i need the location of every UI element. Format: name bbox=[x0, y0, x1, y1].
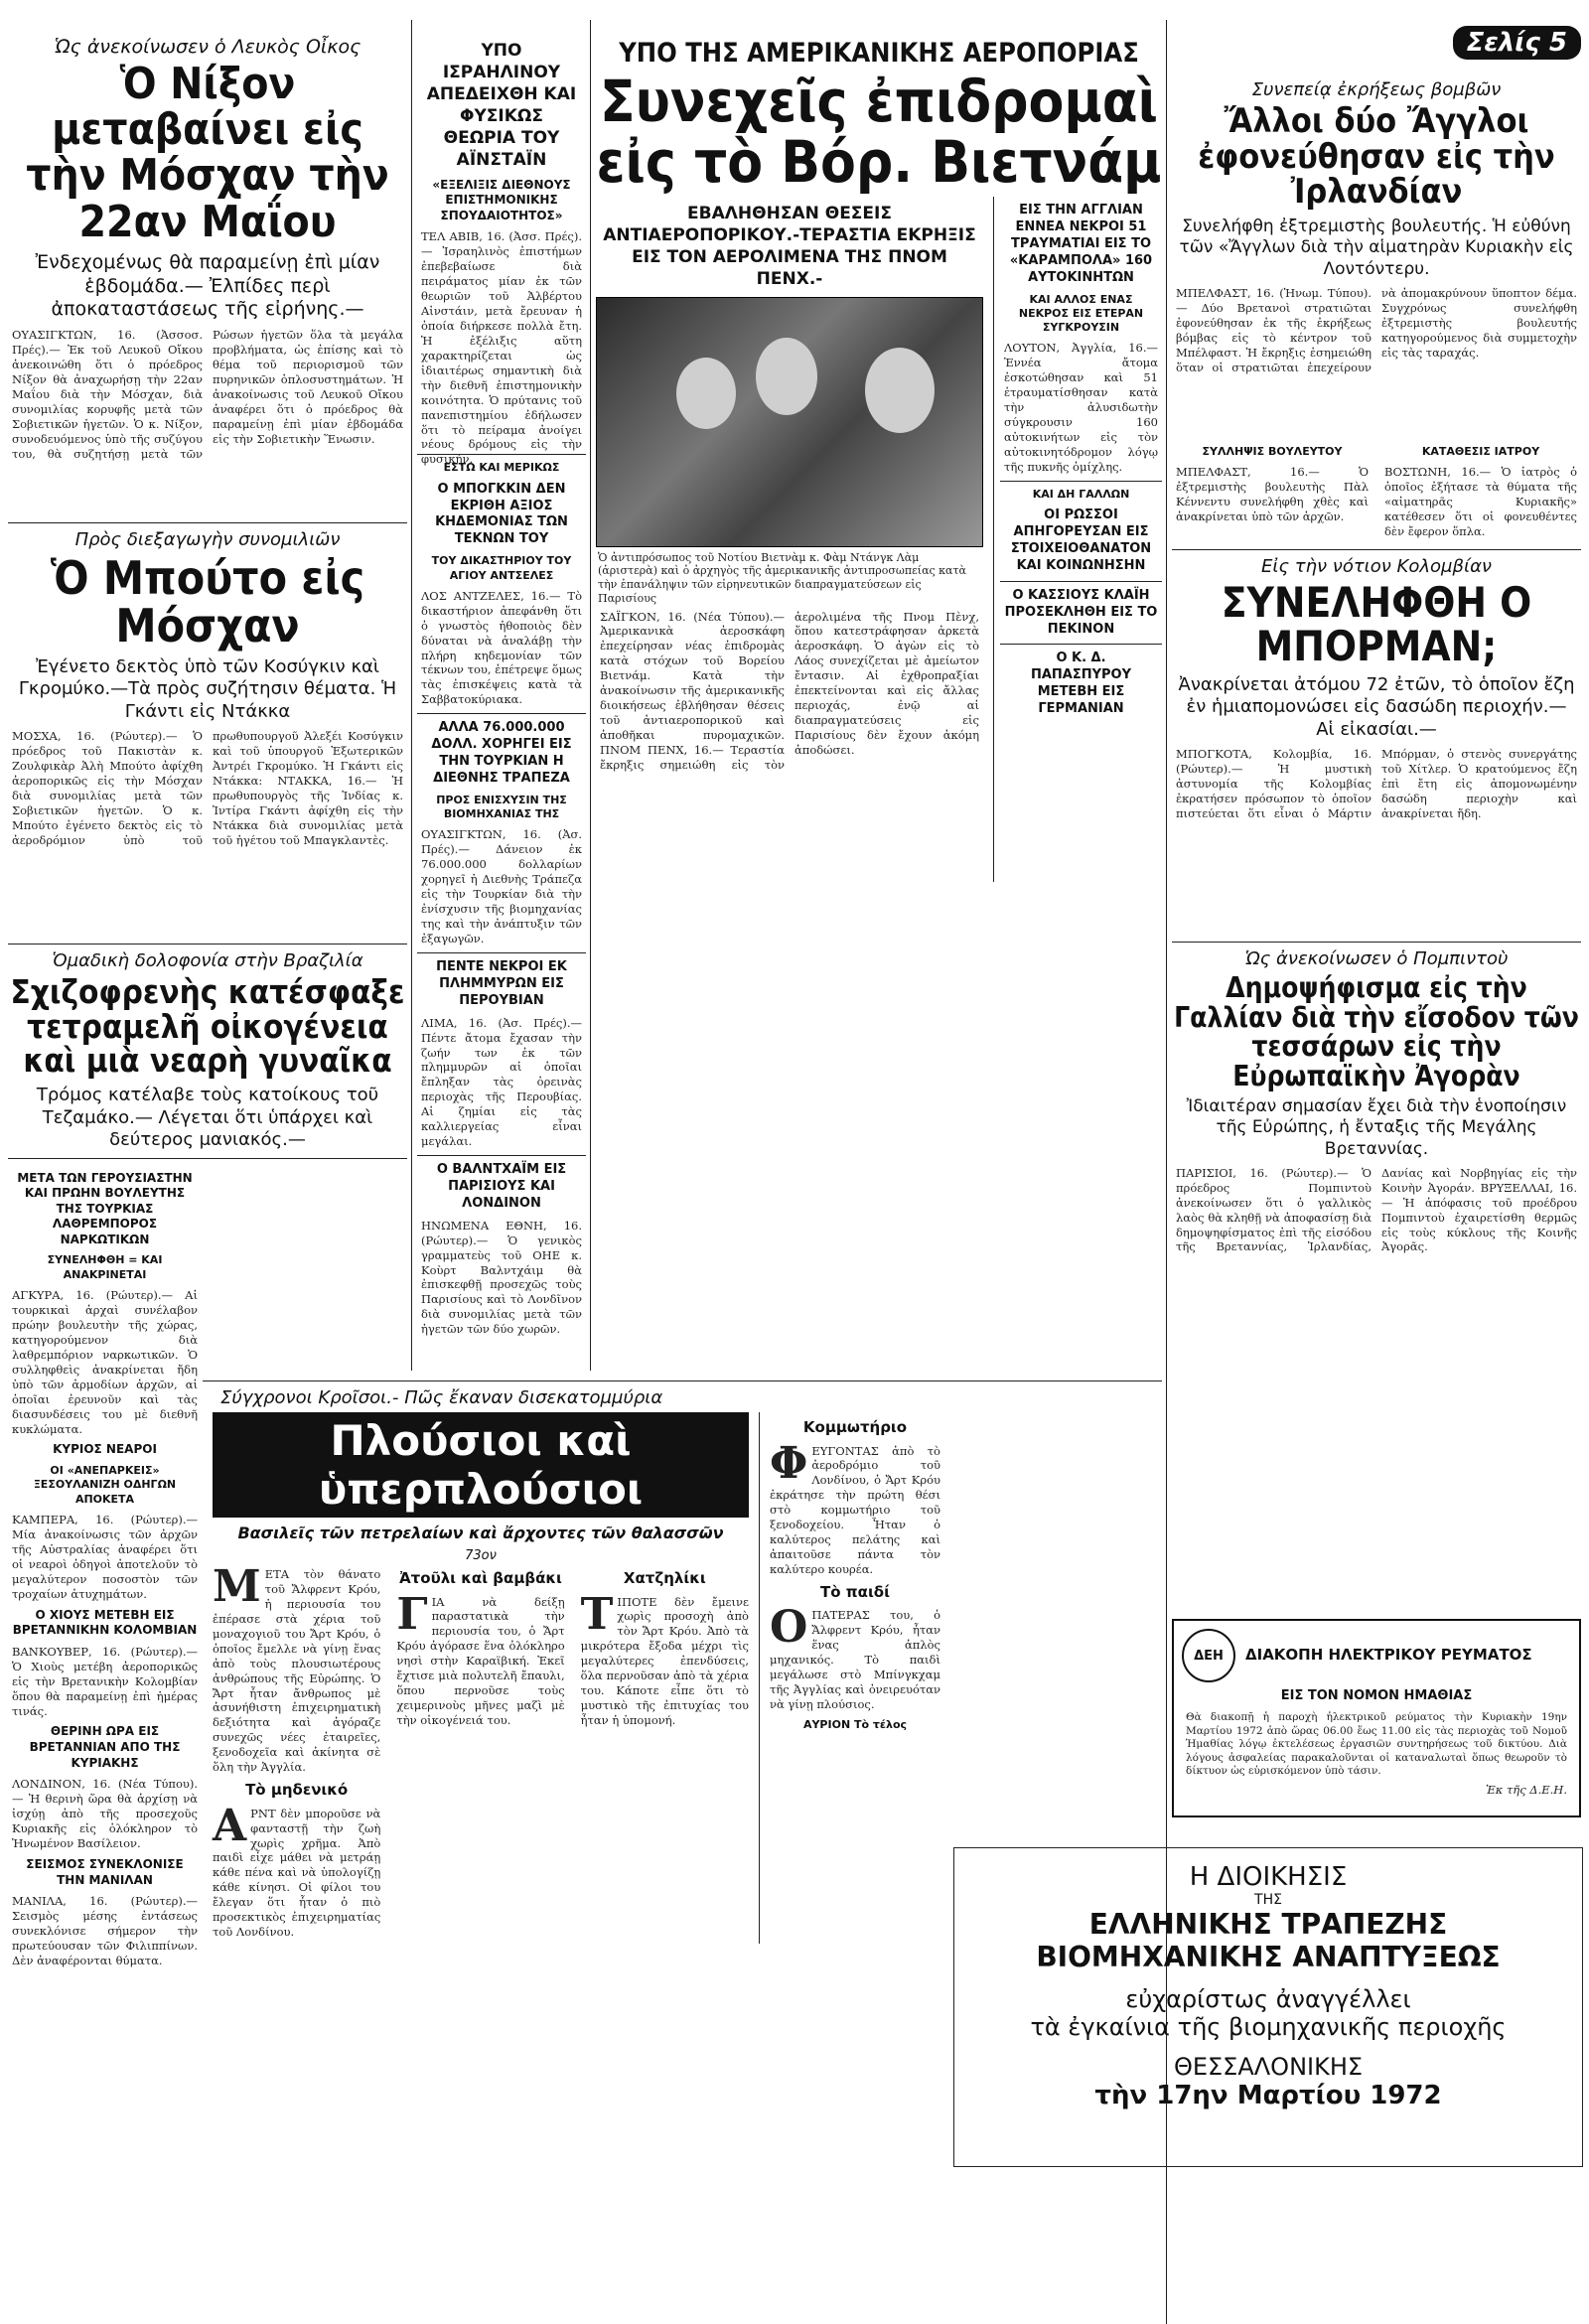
kicker: Συνεπείᾳ ἐκρήξεως βομβῶν bbox=[1251, 79, 1502, 100]
brief bbox=[1172, 439, 1372, 543]
article-body: ΜΠΕΛΦΑΣΤ, 16. (Ἡνωμ. Τύπου).— Δύο Βρετανοὶ στρατιῶται ἐφονεύθησαν ἐκ τῆς ἐκρήξεως βόμβας εἰς τὸ κέντρον τοῦ Μπέλφαστ. Ἡ ἔκρηξις ἐσημειώθη ὅταν οἱ στρατιῶται ἐπεχείρουν νὰ ἀπομακρύνουν ὕποπτον δέμα. Συγχρόνως συνελήφθη ἐξτρεμιστὴς βουλευτής κατηγορούμενος διὰ συμμετοχὴν εἰς τὰς ταραχάς. bbox=[1176, 285, 1577, 374]
divider bbox=[417, 1155, 586, 1156]
brief bbox=[1380, 439, 1581, 543]
subheadline: Ἐγένετο δεκτὸς ὑπὸ τῶν Κοσύγκιν καὶ Γκρομύκο.—Τὰ πρὸς συζήτησιν θέματα. Ἡ Γκάντι εἰς Ντάκκα bbox=[18, 655, 397, 722]
person-left bbox=[676, 358, 736, 429]
power-cut-notice bbox=[1172, 1619, 1581, 1817]
divider bbox=[8, 1158, 407, 1159]
notice-body: Θὰ διακοπῇ ἡ παροχὴ ἠλεκτρικοῦ ρεύματος τὴν Κυριακὴν 19ην Μαρτίου 1972 ἀπὸ ὥρας 06.00 ἕως 11.00 εἰς τὰς περιοχὰς τοῦ Νομοῦ Ἡμαθίας λόγῳ ἐκτελέσεως ἐργασιῶν συντηρήσεως τοῦ δικτύου. Διὰ λόγους ἀσφαλείας παρακαλοῦνται οἱ καταναλωταὶ ὅπως θεωροῦν τὸ δίκτυον ὡς εὑρισκόμενον ὑπὸ τάσιν. bbox=[1186, 1710, 1567, 1778]
brief-headline: ΠΕΝΤΕ ΝΕΚΡΟΙ ΕΚ ΠΛΗΜΜΥΡΩΝ ΕΙΣ ΠΕΡΟΥΒΙΑΝ bbox=[436, 958, 567, 1008]
article-body: ΜΟΣΧΑ, 16. (Ρώυτερ).— Ὁ πρόεδρος τοῦ Πακιστὰν κ. Ζουλφικὰρ Ἀλὴ Μπούτο ἀφίχθη ἀεροπορικῶς εἰς τὴν Μόσχαν διὰ συνομιλίας μετὰ τῶν Σοβιετικῶν ἡγετῶν. Ὁ κ. Μπούτο ἐγένετο δεκτὸς εἰς τὸ ἀεροδρόμιον ὑπὸ τοῦ πρωθυπουργοῦ Ἀλεξέι Κοσύγκιν καὶ τοῦ ὑπουργοῦ Ἐξωτερικῶν Ἀντρέι Γκρομύκο. Ἡ Γκάντι εἰς Ντάκκα: ΝΤΑΚΚΑ, 16.— Ἡ πρωθυπουργὸς τῆς Ἰνδίας κ. Ἰντίρα Γκάντι ἀφίχθη εἰς τὴν Ντάκκα διὰ συνομιλίας μετὰ τοῦ ἡγέτου τοῦ Μπαγκλαντὲς. bbox=[12, 729, 403, 847]
column-3 bbox=[596, 0, 1162, 1351]
feature-banner: Πλούσιοι καὶ ὑπερπλούσιοι bbox=[213, 1412, 749, 1518]
subheadline: Ἀνακρίνεται ἀτόμου 72 ἐτῶν, τὸ ὁποῖον ἔζη ἐν ἡμιαπομονώσει εἰς δασώδη περιοχήν.— Αἱ εἰκασίαι.— bbox=[1178, 673, 1575, 740]
brief-subheadline: ΤΟΥ ΔΙΚΑΣΤΗΡΙΟΥ ΤΟΥ ΑΓΙΟΥ ΑΝΤΣΕΛΕΣ bbox=[431, 554, 572, 582]
page-number-logo: Σελίς 5 bbox=[1453, 26, 1581, 60]
kicker: Ὁμαδικὴ δολοφονία στὴν Βραζιλία bbox=[52, 950, 363, 972]
divider bbox=[1000, 481, 1162, 482]
feature-column bbox=[209, 1563, 384, 1944]
brief-kicker: ΚΑΙ ΔΗ ΓΑΛΛΩΝ bbox=[1032, 487, 1130, 501]
feature-section-title: Χατζηλίκι bbox=[623, 1569, 706, 1587]
brief-body: ΜΠΕΛΦΑΣΤ, 16.— Ὁ ἐξτρεμιστὴς βουλευτὴς Πὰλ Κέννεντυ συνελήφθη χθὲς καὶ ἀνακρίνεται ὑπὸ τῶν ἀρχῶν. bbox=[1176, 465, 1369, 523]
subheadline: «ΕΞΕΛΙΞΙΣ ΔΙΕΘΝΟΥΣ ΕΠΙΣΤΗΜΟΝΙΚΗΣ ΣΠΟΥΔΑΙΟΤΗΤΟΣ» bbox=[432, 177, 571, 222]
column-rule bbox=[590, 20, 591, 1371]
continued-note: ΑΥΡΙΟΝ Τὸ τέλος bbox=[802, 1718, 908, 1731]
kicker: Ὡς ἀνεκοίνωσεν ὁ Λευκὸς Οἶκος bbox=[54, 36, 361, 58]
brief-body: ΗΝΩΜΕΝΑ ΕΘΝΗ, 16. (Ρώυτερ).— Ὁ γενικὸς γραμματεὺς τοῦ ΟΗΕ κ. Κοὺρτ Βαλντχάιμ θὰ ἐπισκεφθῇ προσεχῶς τοὺς Παρισίους καὶ τὸ Λονδῖνον διὰ συνομιλίας μετὰ τῶν ἡγετῶν τῶν δύο χωρῶν. bbox=[421, 1218, 582, 1337]
brief-headline: ΟΙ ΡΩΣΣΟΙ ΑΠΗΓΟΡΕΥΣΑΝ ΕΙΣ ΣΤΟΙΧΕΙΟΘΑΝΑΤΟΝ ΚΑΙ ΚΟΙΝΩΝΗΣΗΝ bbox=[1010, 508, 1152, 573]
comment-title: Κομμωτήριο bbox=[802, 1418, 908, 1436]
divider bbox=[417, 952, 586, 953]
headline-referendum: Δημοψήφισμα εἰς τὴν Γαλλίαν διὰ τὴν εἴσοδον τῶν τεσσάρων εἰς τὴν Εὐρωπαϊκὴν Ἀγορὰν bbox=[1174, 971, 1579, 1092]
brief-body: ΑΓΚΥΡΑ, 16. (Ρώυτερ).— Αἱ τουρκικαὶ ἀρχαὶ συνέλαβον πρώην βουλευτὴν τῆς χώρας, κατηγορούμενον διὰ λαθρεμπόριον ναρκωτικῶν. Ὁ συλληφθεὶς ἀνακρίνεται ἤδη ὑπὸ τῶν ἀρμοδίων ἀρχῶν, αἱ ὁποῖαι ἐρευνοῦν καὶ τὰς διασυνδέσεις του μὲ διεθνῆ κυκλώματα. bbox=[12, 1288, 198, 1436]
divider bbox=[1172, 942, 1581, 943]
vietnam-main bbox=[596, 197, 983, 881]
notice-signature: Ἐκ τῆς Δ.Ε.Η. bbox=[1485, 1783, 1567, 1798]
ad-text-line1: εὐχαρίστως ἀναγγέλλει bbox=[1125, 1985, 1411, 2013]
column-2 bbox=[417, 0, 586, 1351]
ad-date: τὴν 17ην Μαρτίου 1972 bbox=[1094, 2081, 1442, 2110]
brief-subheadline: ΣΥΝΕΛΗΦΘΗ = ΚΑΙ ΑΝΑΚΡΙΝΕΤΑΙ bbox=[47, 1253, 163, 1281]
feature-body: ΑΡΝΤ δὲν μποροῦσε νὰ φανταστῇ τὴν ζωὴ χωρὶς χρῆμα. Ἀπὸ παιδὶ εἶχε μάθει νὰ μετράῃ κάθε πένα καὶ νὰ ὑπολογίζῃ κάθε κίνησι. Οἱ φίλοι του ἔλεγαν ὅτι ἦταν ὁ πιὸ προσεκτικὸς ἐπιχειρηματίας τοῦ Λονδίνου. bbox=[213, 1800, 381, 1940]
feature-body: ΤΙΠΟΤΕ δὲν ἔμεινε χωρὶς προσοχὴ ἀπὸ τὸν Ἄρτ Κρόυ. Ἀπὸ τὰ μικρότερα ἔξοδα μέχρι τὶς μεγαλύτερες ἐπενδύσεις, ὅλα περνοῦσαν ἀπὸ τὰ χέρια του. Κάποτε εἶπε ὅτι τὸ μυστικὸ τῆς ἐπιτυχίας του ἦταν ἡ ὑπομονή. bbox=[580, 1588, 749, 1727]
divider bbox=[417, 713, 586, 714]
feature-side bbox=[759, 1412, 950, 1944]
brief-body: ΛΟΣ ΑΝΤΖΕΛΕΣ, 16.— Τὸ δικαστήριον ἀπεφάνθη ὅτι ὁ γνωστὸς ἠθοποιὸς δὲν δύναται νὰ ἀναλάβῃ τὴν πλήρη κηδεμονίαν τῶν τέκνων του, ἐπέτρεψε ὅμως τὰς ἐπισκέψεις κατὰ τὰ Σαββατοκύριακα. bbox=[421, 588, 582, 707]
person-center bbox=[756, 338, 817, 415]
divider bbox=[1172, 549, 1581, 550]
brief-body: ΛΟΥΤΟΝ, Ἀγγλία, 16.— Ἐννέα ἄτομα ἐσκοτώθησαν καὶ 51 ἐτραυματίσθησαν κατὰ τὴν ἀλυσιδωτὴν σύγκρουσιν 160 αὐτοκινήτων εἰς τὸν αὐτοκινητόδρομον λόγῳ τῆς πυκνῆς ὀμίχλης. bbox=[1004, 341, 1158, 474]
headline-bhutto: Ὁ Μπούτο εἰς Μόσχαν bbox=[50, 551, 365, 654]
feature-section-title: Ἀτοῦλι καὶ βαμβάκι bbox=[399, 1569, 562, 1587]
briefs-left bbox=[8, 1165, 202, 1972]
brief-headline: ΘΕΡΙΝΗ ΩΡΑ ΕΙΣ ΒΡΕΤΑΝΝΙΑΝ ΑΠΟ ΤΗΣ ΚΥΡΙΑΚΗΣ bbox=[29, 1724, 181, 1770]
brief-headline: ΣΥΛΛΗΨΙΣ ΒΟΥΛΕΥΤΟΥ bbox=[1202, 444, 1343, 458]
notice-title: ΔΙΑΚΟΠΗ ΗΛΕΚΤΡΙΚΟΥ ΡΕΥΜΑΤΟΣ bbox=[1245, 1646, 1532, 1665]
feature-columns bbox=[209, 1563, 753, 1944]
brief-body: ΛΙΜΑ, 16. (Ἀσ. Πρές).— Πέντε ἄτομα ἔχασαν τὴν ζωήν των ἐκ τῶν πλημμυρῶν αἱ ὁποῖαι ἔπληξαν τὰς ὀρεινὰς περιοχὰς τῆς Περουβίας. Αἱ ζημίαι εἰς τὰς καλλιεργείας εἶναι μεγάλαι. bbox=[421, 1015, 582, 1149]
ad-org-line4: ΒΙΟΜΗΧΑΝΙΚΗΣ ΑΝΑΠΤΥΞΕΩΣ bbox=[1036, 1941, 1501, 1973]
bank-advertisement bbox=[953, 1847, 1583, 2167]
brief-subheadline: ΟΙ «ΑΝΕΠΑΡΚΕΙΣ» ΞΕΣΟΥΛΑΝΙΖΗ ΟΔΗΓΩΝ ΑΠΟΚΕΤΑ bbox=[33, 1464, 177, 1506]
feature-section-title: Τὸ μηδενικό bbox=[245, 1781, 349, 1800]
column-rule bbox=[411, 20, 412, 1371]
notice-subtitle: ΕΙΣ ΤΟΝ ΝΟΜΟΝ ΗΜΑΘΙΑΣ bbox=[1280, 1688, 1473, 1703]
article-body: ΜΠΟΓΚΟΤΑ, Κολομβία, 16. (Ρώυτερ).— Ἡ μυστικὴ ἀστυνομία τῆς Κολομβίας ἐκρατήσεν πρόσωπον τὸ ὁποῖον πιστεύεται ὅτι εἶναι ὁ Μάρτιν Μπόρμαν, ὁ στενὸς συνεργάτης τοῦ Χίτλερ. Ὁ κρατούμενος ἔζη ἐπὶ ἔτη εἰς ἀπομονωμένην δασώδη περιοχὴν καὶ ἀνακρίνεται ἤδη. bbox=[1176, 747, 1577, 821]
brief-body: ΒΟΣΤΩΝΗ, 16.— Ὁ ἰατρὸς ὁ ὁποῖος ἐξήτασε τὰ θύματα τῆς «αἱματηρᾶς Κυριακῆς» κατέθεσεν ὅτι οἱ φονευθέντες δὲν ἔφερον ὅπλα. bbox=[1384, 465, 1577, 538]
kicker: Ὡς ἀνεκοίνωσεν ὁ Πομπιντοὺ bbox=[1244, 948, 1509, 970]
brief-headline: Ο ΒΑΛΝΤΧΑΪΜ ΕΙΣ ΠΑΡΙΣΙΟΥΣ ΚΑΙ ΛΟΝΔΙΝΟΝ bbox=[436, 1162, 567, 1211]
article-body: ΤΕΛ ΑΒΙΒ, 16. (Ἀσσ. Πρές).— Ἰσραηλινὸς ἐπιστήμων ἐπεβεβαίωσε διὰ πειράματος μίαν ἐκ τῶν θεωριῶν τοῦ Ἀλβέρτου Αἰνστάιν, μετὰ ἔρευναν ἡ ὁποία διήρκεσε πολλὰ ἔτη. Ἡ ἐξέλιξις αὕτη χαρακτηρίζεται ὡς ἰδιαιτέρως σημαντικὴ διὰ τὴν διεθνῆ ἐπιστημονικὴν κοινότητα. Ὁ πρύτανις τοῦ πανεπιστημίου ἐδήλωσεν ὅτι τὸ πείραμα ἀνοίγει νέους δρόμους εἰς τὴν φυσικήν. bbox=[421, 229, 582, 467]
brief-subheadline: ΚΑΙ ΑΛΛΟΣ ΕΝΑΣ ΝΕΚΡΟΣ ΕΙΣ ΕΤΕΡΑΝ ΣΥΓΚΡΟΥΣΙΝ bbox=[1018, 292, 1144, 335]
feature-column bbox=[577, 1563, 753, 1944]
article-body: ΠΑΡΙΣΙΟΙ, 16. (Ρώυτερ).— Ὁ πρόεδρος Πομπιντοὺ ἀνεκοίνωσεν ὅτι ὁ γαλλικὸς λαὸς θὰ κληθῇ νὰ ἀποφασίσῃ διὰ δημοψηφίσματος ἐπὶ τῆς εἰσόδου τῆς Βρεταννίας, Ἰρλανδίας, Δανίας καὶ Νορβηγίας εἰς τὴν Κοινὴν Ἀγοράν. ΒΡΥΞΕΛΛΑΙ, 16.— Ἡ ἀπόφασις τοῦ προέδρου Πομπιντοὺ ἐχαιρετίσθη θερμῶς εἰς τοὺς κύκλους τῆς Κοινῆς Ἀγορᾶς. bbox=[1176, 1165, 1577, 1254]
ireland-briefs bbox=[1172, 439, 1581, 543]
ad-org-line3: ΕΛΛΗΝΙΚΗΣ ΤΡΑΠΕΖΗΣ bbox=[1088, 1908, 1448, 1941]
headline-einstein: ΥΠΟ ΙΣΡΑΗΛΙΝΟΥ ΑΠΕΔΕΙΧΘΗ ΚΑΙ ΦΥΣΙΚΩΣ ΘΕΩΡΙΑ ΤΟΥ ΑΪΝΣΤΑΪΝ bbox=[426, 41, 577, 171]
brief-headline: Ο ΜΠΟΓΚΚΙΝ ΔΕΝ ΕΚΡΙΘΗ ΑΞΙΟΣ ΚΗΔΕΜΟΝΙΑΣ ΤΩΝ ΤΕΚΝΩΝ ΤΟΥ bbox=[435, 481, 568, 547]
headline-brazil: Σχιζοφρενὴς κατέσφαξε τετραμελῆ οἰκογένεια καὶ μιὰ νεαρὴ γυναῖκα bbox=[10, 972, 405, 1081]
vietnam-side bbox=[993, 197, 1162, 881]
ad-org-line2: ΤΗΣ bbox=[1254, 1892, 1282, 1908]
brief-body: ΒΑΝΚΟΥΒΕΡ, 16. (Ρώυτερ).— Ὁ Χιοὺς μετέβη ἀεροπορικῶς εἰς τὴν Βρετανικὴν Κολομβίαν ὅπου θὰ παραμείνῃ ἐπὶ ἡμέρας τινάς. bbox=[12, 1644, 198, 1718]
feature-body: ΓΙΑ νὰ δείξῃ παραστατικὰ τὴν περιουσία του, ὁ Ἄρτ Κρόυ ἀγόρασε ἕνα ὁλόκληρο νησὶ στὴν Καραϊβική. Ἐκεῖ ἔχτισε μιὰ πολυτελῆ ἔπαυλι, ὅπου περνοῦσε τοὺς χειμερινοὺς μῆνες μαζὶ μὲ τὴν οἰκογένειά του. bbox=[396, 1588, 565, 1727]
feature-main bbox=[203, 1412, 759, 1944]
brief-body: ΛΟΝΔΙΝΟΝ, 16. (Νέα Τύπου).— Ἡ θερινὴ ὥρα θὰ ἀρχίσῃ νὰ ἰσχύῃ ἀπὸ τῆς προσεχοῦς Κυριακῆς εἰς ὁλόκληρον τὸ Ἡνωμένον Βασίλειον. bbox=[12, 1777, 198, 1850]
ad-city: ΘΕΣΣΑΛΟΝΙΚΗΣ bbox=[1173, 2053, 1364, 2081]
feature-column bbox=[392, 1563, 568, 1944]
subheadline: Ἐνδεχομένως θὰ παραμείνῃ ἐπὶ μίαν ἑβδομάδα.— Ἐλπίδες περὶ ἀποκαταστάσεως τῆς εἰρήνης.— bbox=[35, 250, 380, 321]
dei-logo: ΔΕΗ bbox=[1182, 1629, 1235, 1682]
headline-vietnam: Συνεχεῖς ἐπιδρομαὶ εἰς τὸ Βόρ. Βιετνάμ bbox=[596, 68, 1162, 197]
article-body: ΣΑΪΓΚΟΝ, 16. (Νέα Τύπου).— Ἀμερικανικὰ ἀεροσκάφη ἐπεχείρησαν νέας ἐπιδρομὰς κατὰ στόχων τοῦ Βορείου Βιετνάμ. Κατὰ τὴν ἀνακοίνωσιν τῆς ἀμερικανικῆς διοικήσεως ἐβλήθησαν θέσεις τοῦ ἀντιαεροπορικοῦ καὶ ἀποθῆκαι πυρομαχικῶν. ΠΝΟΜ ΠΕΝΧ, 16.— Τεραστία ἔκρηξις σημειώθη εἰς τὸν ἀερολιμένα τῆς Πνομ Πὲνχ, ὅπου κατεστράφησαν ἀρκετὰ ἀεροσκάφη. Ὁ ἀγὼν εἰς τὸ Λάος συνεχίζεται μὲ ἀμείωτον ἔντασιν. Αἱ ἐχθροπραξίαι ἐπεκτείνονται καὶ εἰς ἄλλας περιοχάς, ἐνῷ αἱ διαπραγματεύσεις εἰς Παρισίους δὲν ἔχουν ἀκόμη ἀποδώσει. bbox=[600, 609, 979, 772]
brief-kicker: ΕΣΤΩ ΚΑΙ ΜΕΡΙΚΩΣ bbox=[443, 461, 560, 475]
brief-headline: ΑΛΛΑ 76.000.000 ΔΟΛΛ. ΧΟΡΗΓΕΙ ΕΙΣ ΤΗΝ ΤΟΥΡΚΙΑΝ Η ΔΙΕΘΝΗΣ ΤΡΑΠΕΖΑ bbox=[431, 720, 572, 786]
feature-kicker: Σύγχρονοι Κροῖσοι.- Πῶς ἔκαναν δισεκατομμύρια bbox=[220, 1387, 663, 1408]
feature-body: ΜΕΤΑ τὸν θάνατο τοῦ Ἄλφρεντ Κρόυ, ἡ περιουσία του ἐπέρασε στὰ χέρια τοῦ μοναχογιοῦ του Ἄρτ Κρόυ, ὁ ὁποῖος ἔμελλε νὰ γίνῃ ἕνας ἀπὸ τοὺς πλουσιωτέρους ἀνθρώπους τῆς Εὐρώπης. Ὁ Ἄρτ ἦταν ἄνθρωπος μὲ ἀσυνήθιστη ἐπιχειρηματικὴ δεξιότητα καὶ ἀγόραζε συνεχῶς νέες ἐταιρεῖες, ξενοδοχεῖα καὶ ἀκίνητα σὲ ὅλη τὴν Ἀγγλία. bbox=[213, 1561, 381, 1775]
brief-headline: ΕΙΣ ΤΗΝ ΑΓΓΛΙΑΝ ΕΝΝΕΑ ΝΕΚΡΟΙ 51 ΤΡΑΥΜΑΤΙΑΙ ΕΙΣ ΤΟ «ΚΑΡΑΜΠΟΛΑ» 160 ΑΥΤΟΚΙΝΗΤΩΝ bbox=[1009, 203, 1153, 285]
comment-body: ΦΕΥΓΟΝΤΑΣ ἀπὸ τὸ ἀεροδρόμιο τοῦ Λονδίνου, ὁ Ἄρτ Κρόυ ἐκράτησε τὴν πρώτη θέσι στὸ κομμωτήριο τοῦ ξενοδοχείου. Ἦταν ὁ καλύτερος πελάτης καὶ ἀπαιτοῦσε πάντα τὸν καλύτερο κουρέα. bbox=[770, 1437, 940, 1576]
headline-bormann: ΣΥΝΕΛΗΦΘΗ Ο ΜΠΟΡΜΑΝ; bbox=[1221, 577, 1532, 670]
subheadline: Ἰδιαιτέραν σημασίαν ἔχει διὰ τὴν ἑνοποίησιν τῆς Εὐρώπης, ἡ ἔνταξις τῆς Μεγάλης Βρεταννίας. bbox=[1186, 1096, 1567, 1159]
brief-headline: Ο ΧΙΟΥΣ ΜΕΤΕΒΗ ΕΙΣ ΒΡΕΤΑΝΝΙΚΗΝ ΚΟΛΟΜΒΙΑΝ bbox=[12, 1607, 198, 1638]
brief-headline: ΣΕΙΣΜΟΣ ΣΥΝΕΚΛΟΝΙΣΕ ΤΗΝ ΜΑΝΙΛΑΝ bbox=[26, 1856, 184, 1887]
headline-nixon: Ὁ Νίξον μεταβαίνει εἰς τὴν Μόσχαν τὴν 22αν Μαΐου bbox=[26, 59, 389, 247]
subheadline: Συνελήφθη ἐξτρεμιστὴς βουλευτής. Ἡ εὐθύνη τῶν «Ἄγγλων διὰ τὴν αἱματηρὰν Κυριακὴν εἰς Λοντόντερυ. bbox=[1179, 217, 1574, 279]
installment-number: 73ον bbox=[465, 1548, 497, 1563]
notice-header bbox=[1182, 1629, 1571, 1682]
brief-subheadline: ΠΡΟΣ ΕΝΙΣΧΥΣΙΝ ΤΗΣ ΒΙΟΜΗΧΑΝΙΑΣ ΤΗΣ bbox=[436, 793, 567, 821]
divider bbox=[1000, 581, 1162, 582]
news-photo bbox=[596, 297, 983, 547]
kicker: ΥΠΟ ΤΗΣ ΑΜΕΡΙΚΑΝΙΚΗΣ ΑΕΡΟΠΟΡΙΑΣ bbox=[619, 38, 1139, 69]
brief-headline: Ο ΚΑΣΣΙΟΥΣ ΚΛΑΪΗ ΠΡΟΣΕΚΛΗΘΗ ΕΙΣ ΤΟ ΠΕΚΙΝΟΝ bbox=[1004, 587, 1158, 637]
feature-subheadline: Βασιλεῖς τῶν πετρελαίων καὶ ἄρχοντες τῶν θαλασσῶν bbox=[237, 1524, 724, 1542]
brief-headline: ΜΕΤΑ ΤΩΝ ΓΕΡΟΥΣΙΑΣΤΗΝ ΚΑΙ ΠΡΩΗΝ ΒΟΥΛΕΥΤΗΣ ΤΗΣ ΤΟΥΡΚΙΑΣ ΛΑΘΡΕΜΠΟΡΟΣ ΝΑΡΚΩΤΙΚΩΝ bbox=[17, 1170, 193, 1246]
column-4 bbox=[1172, 0, 1581, 1808]
brief-body: ΚΑΜΠΕΡΑ, 16. (Ρώυτερ).— Μία ἀνακοίνωσις τῶν ἀρχῶν τῆς Αὐστραλίας ἀναφέρει ὅτι οἱ νεαροὶ ὁδηγοὶ ἀποτελοῦν τὸ μεγαλύτερον ποσοστὸν τῶν τροχαίων ἀτυχημάτων. bbox=[12, 1512, 198, 1601]
person-right bbox=[865, 348, 935, 433]
brief-body: ΜΑΝΙΛΑ, 16. (Ρώυτερ).— Σεισμὸς μέσης ἐντάσεως συνεκλόνισε σήμερον τὴν πρωτεύουσαν τῶν Φιλιππίνων. Δὲν ἀναφέρονται θύματα. bbox=[12, 1894, 198, 1967]
article-body: ΟΥΑΣΙΓΚΤΩΝ, 16. (Ἀσσοσ. Πρές).— Ἐκ τοῦ Λευκοῦ Οἴκου ἀνεκοινώθη ὅτι ὁ πρόεδρος Νίξον θὰ ἀναχωρήσῃ τὴν 22αν Μαΐου διὰ τὴν Μόσχαν, διὰ συνομιλίας κορυφῆς μετὰ τῶν Σοβιετικῶν ἡγετῶν. Ὁ κ. Νίξον, συνοδευόμενος ὑπὸ τῆς συζύγου του, θὰ συζητήσῃ μετὰ τῶν Ρώσων ἡγετῶν ὅλα τὰ μεγάλα προβλήματα, ὡς ἐπίσης καὶ τὸ θέμα τοῦ περιορισμοῦ τῶν πυρηνικῶν ὁπλοσυστημάτων. Ἡ ἀνακοίνωσις τοῦ Λευκοῦ Οἴκου ἀναφέρει ὅτι ὁ πρόεδρος θὰ παραμείνῃ ἐπὶ μίαν ἑβδομάδα εἰς τὴν Σοβιετικὴν Ἕνωσιν. bbox=[12, 328, 403, 461]
subheadline: ΕΒΑΛΗΘΗΣΑΝ ΘΕΣΕΙΣ ΑΝΤΙΑΕΡΟΠΟΡΙΚΟΥ.-ΤΕΡΑΣΤΙΑ ΕΚΡΗΞΙΣ ΕΙΣ ΤΟΝ ΑΕΡΟΛΙΜΕΝΑ ΤΗΣ ΠΝΟΜ ΠΕΝΧ.- bbox=[603, 204, 976, 290]
divider bbox=[1000, 644, 1162, 645]
subheadline: Τρόμος κατέλαβε τοὺς κατοίκους τοῦ Τεζαμάκο.— Λέγεται ὅτι ὑπάρχει καὶ δεύτερος μανιακός.— bbox=[36, 1085, 379, 1151]
brief-headline: Ο Κ. Δ. ΠΑΠΑΣΠΥΡΟΥ ΜΕΤΕΒΗ ΕΙΣ ΓΕΡΜΑΝΙΑΝ bbox=[1030, 651, 1132, 717]
vietnam-row bbox=[596, 197, 1162, 881]
brief-body: ΟΥΑΣΙΓΚΤΩΝ, 16. (Ἀσ. Πρές).— Δάνειον ἐκ 76.000.000 δολλαρίων χορηγεῖ ἡ Διεθνὴς Τράπεζα εἰς τὴν Τουρκίαν διὰ τὴν ἐνίσχυσιν τῆς βιομηχανίας της καὶ τὴν ἀνάπτυξιν τῶν ἐξαγωγῶν. bbox=[421, 827, 582, 946]
kicker: Εἰς τὴν νότιον Κολομβίαν bbox=[1261, 555, 1492, 577]
brief-headline: ΚΑΤΑΘΕΣΙΣ ΙΑΤΡΟΥ bbox=[1421, 444, 1540, 458]
ad-text-line2: τὰ ἐγκαίνια τῆς βιομηχανικῆς περιοχῆς bbox=[1030, 2013, 1507, 2041]
section-title: Τὸ παιδί bbox=[820, 1582, 890, 1601]
divider bbox=[8, 522, 407, 523]
section-body: ΟΠΑΤΕΡΑΣ του, ὁ Ἄλφρεντ Κρόυ, ἦταν ἕνας ἁπλὸς μηχανικός. Τὸ παιδὶ μεγάλωσε στὸ Μπίνγκχαμ τῆς Ἀγγλίας καὶ ὀνειρευόταν νὰ γίνῃ πλούσιος. bbox=[770, 1602, 940, 1712]
brief-headline: ΚΥΡΙΟΣ ΝΕΑΡΟΙ bbox=[53, 1442, 157, 1457]
headline-ireland: Ἄλλοι δύο Ἄγγλοι ἐφονεύθησαν εἰς τὴν Ἰρλανδίαν bbox=[1198, 101, 1555, 213]
photo-caption: Ὁ ἀντιπρόσωπος τοῦ Νοτίου Βιετνὰμ κ. Φὰμ Ντάνγκ Λὰμ (ἀριστερὰ) καὶ ὁ ἀρχηγὸς τῆς ἀμερικανικῆς ἀντιπροσωπείας κατὰ τὴν ἐπανάληψιν τῶν εἰρηνευτικῶν διαπραγματεύσεων εἰς Παρισίους bbox=[598, 550, 966, 605]
kicker: Πρὸς διεξαγωγὴν συνομιλιῶν bbox=[74, 529, 341, 550]
ad-org-line1: Η ΔΙΟΙΚΗΣΙΣ bbox=[1189, 1862, 1348, 1892]
